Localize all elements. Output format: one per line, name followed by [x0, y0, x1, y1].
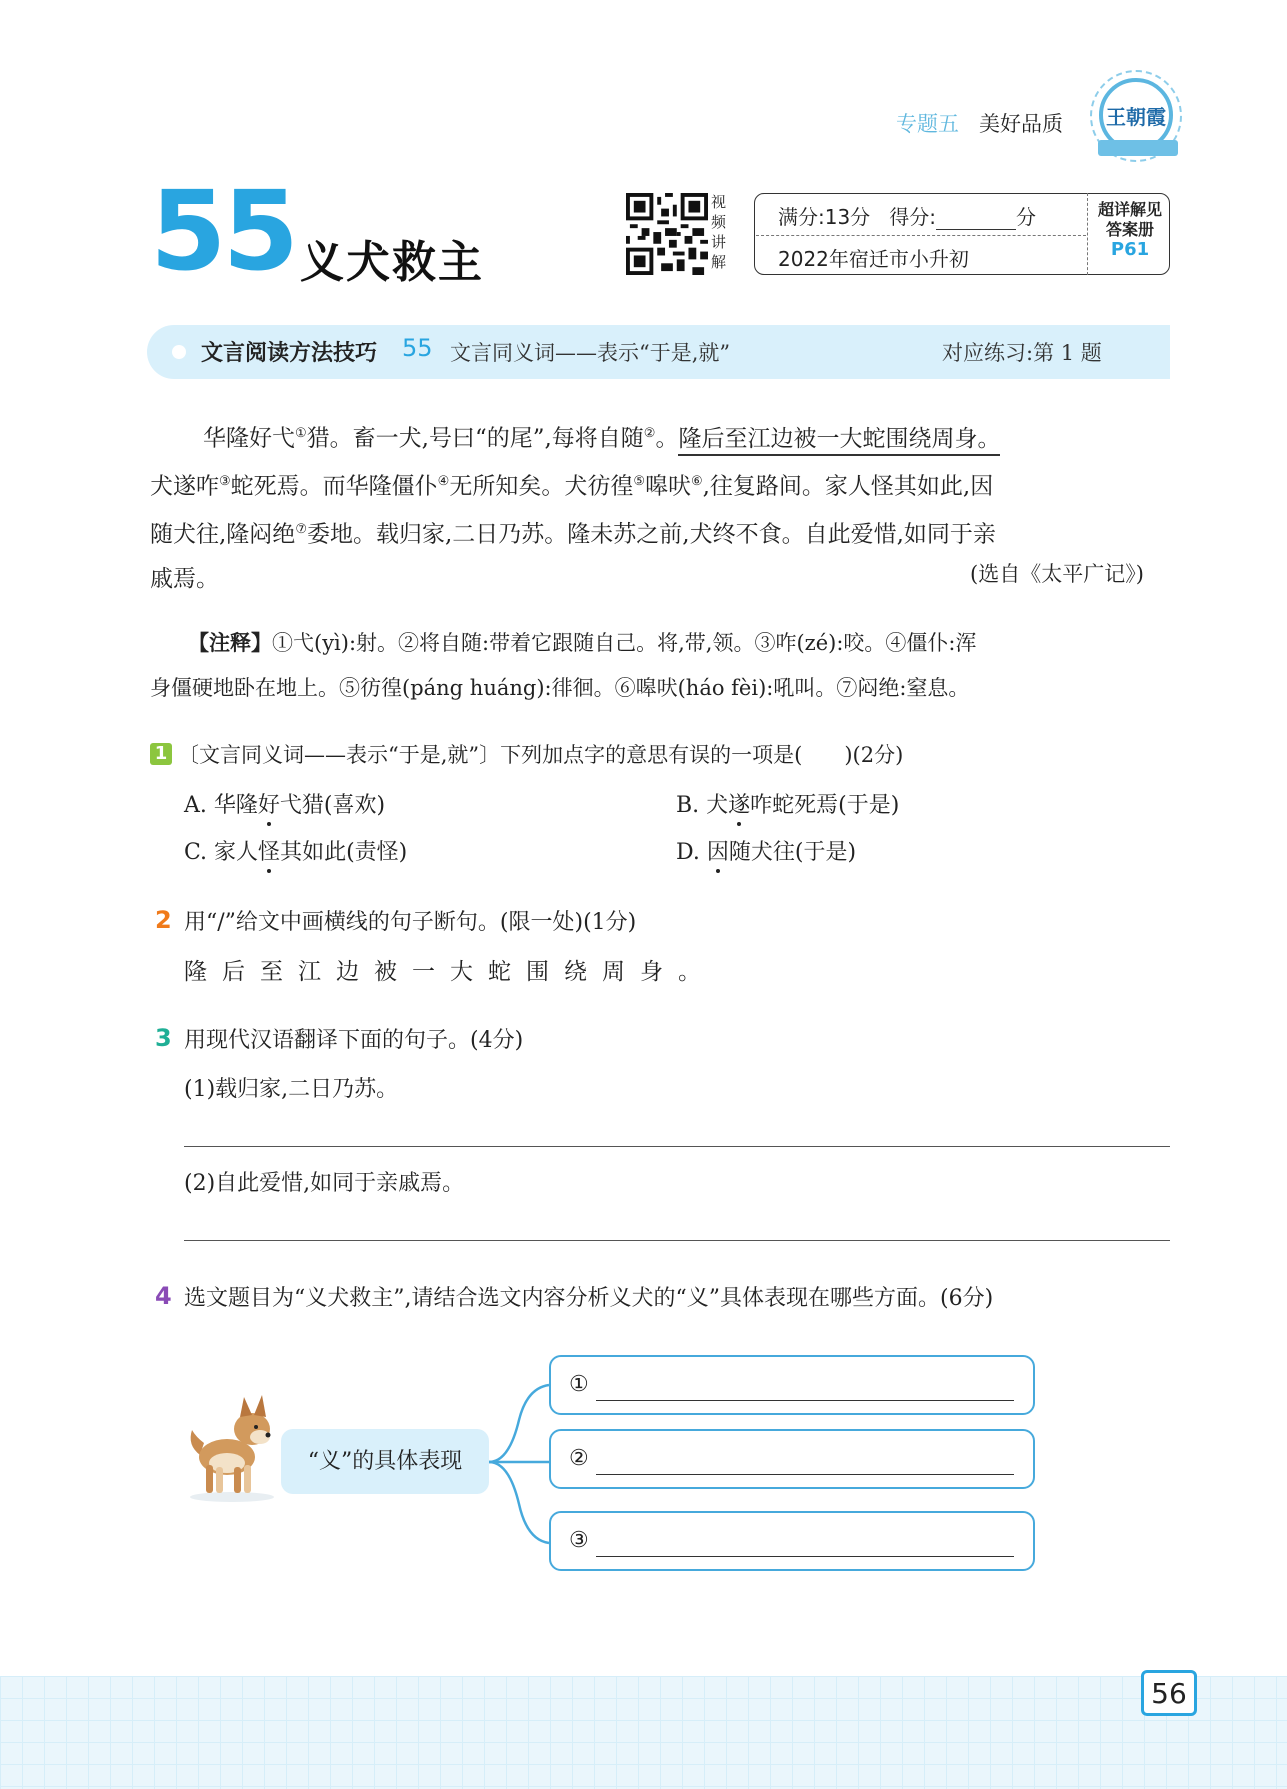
- notes-line-2: 身僵硬地卧在地上。⑤彷徨(páng huáng):徘徊。⑥嗥吠(háo fèi):吼叫。⑦闷绝:窒息。: [150, 676, 970, 700]
- question-4-text: 选文题目为“义犬救主”,请结合选文内容分析义犬的“义”具体表现在哪些方面。(6分): [184, 1286, 994, 1311]
- banner-dot-icon: [172, 345, 186, 359]
- question-2-text: 用“/”给文中画横线的句子断句。(限一处)(1分): [184, 910, 637, 935]
- underlined-sentence: 隆后至江边被一大蛇围绕周身。: [678, 426, 1000, 456]
- answer-box-3-label: ③: [569, 1528, 589, 1553]
- answer-ref-line1: 超详解见: [1097, 200, 1162, 219]
- answer-box-2[interactable]: [549, 1429, 1035, 1489]
- notes-label: 【注释】: [188, 631, 272, 655]
- score-divider-vertical: [1087, 193, 1088, 275]
- q1-option-a[interactable]: A. 华隆好弋猎(喜欢): [184, 793, 386, 818]
- answer-box-2-label: ②: [569, 1446, 589, 1471]
- lesson-title: 义犬救主: [300, 237, 484, 288]
- lesson-number: 55: [150, 167, 296, 295]
- footer-grid: [0, 1676, 1287, 1789]
- answer-reference: [1090, 200, 1170, 260]
- seal-text: 王朝霞: [1106, 104, 1166, 129]
- answer-box-1[interactable]: [549, 1355, 1035, 1415]
- qr-label: 视频讲解: [711, 193, 727, 271]
- seal-ribbon: [1098, 140, 1178, 156]
- q1-option-c[interactable]: C. 家人怪其如此(责怪): [184, 840, 408, 865]
- question-3-number: 3: [155, 1024, 172, 1052]
- score-blank[interactable]: [936, 211, 1016, 230]
- question-3-sentence-1: (1)载归家,二日乃苏。: [184, 1077, 399, 1102]
- answer-page: P61: [1110, 239, 1150, 260]
- score-divider: [756, 235, 1086, 236]
- page-number: 56: [1141, 1670, 1197, 1716]
- answer-line-2[interactable]: [184, 1240, 1170, 1241]
- header-topic: 专题五: [896, 112, 959, 136]
- got-score-label: 得分:: [889, 205, 937, 229]
- passage-line-4: 戚焉。: [150, 566, 219, 592]
- passage-line-1: 华隆好弋①猎。畜一犬,号曰“的尾”,每将自随②。隆后至江边被一大蛇围绕周身。: [203, 410, 1000, 463]
- answer-box-1-label: ①: [569, 1372, 589, 1397]
- exam-source: 2022年宿迁市小升初: [778, 247, 969, 271]
- score-line: [778, 201, 1036, 230]
- answer-box-2-line[interactable]: [596, 1474, 1014, 1475]
- answer-ref-line2: 答案册: [1105, 220, 1154, 239]
- got-score-unit: 分: [1016, 205, 1037, 229]
- passage-line-2: 犬遂咋③蛇死焉。而华隆僵仆④无所知矣。犬彷徨⑤嗥吠⑥,往复路间。家人怪其如此,因: [150, 473, 994, 500]
- question-3-text: 用现代汉语翻译下面的句子。(4分): [184, 1028, 524, 1053]
- qr-code-icon[interactable]: [626, 193, 708, 275]
- q1-option-b[interactable]: B. 犬遂咋蛇死焉(于是): [676, 793, 900, 818]
- passage-line-3: 随犬往,隆闷绝⑦委地。载归家,二日乃苏。隆未苏之前,犬终不食。自此爱惜,如同于亲: [150, 521, 996, 548]
- question-1-text: 〔文言同义词——表示“于是,就”〕下列加点字的意思有误的一项是( )(2分): [178, 743, 904, 767]
- banner-subtitle: 文言同义词——表示“于是,就”: [450, 341, 731, 365]
- question-3-sentence-2: (2)自此爱惜,如同于亲戚焉。: [184, 1171, 465, 1196]
- banner-title: 文言阅读方法技巧: [201, 341, 378, 366]
- notes-line-1: 【注释】①弋(yì):射。②将自随:带着它跟随自己。将,带,领。③咋(zé):咬。④僵仆:浑: [188, 631, 977, 655]
- full-score: 满分:13分: [778, 205, 871, 229]
- answer-box-3-line[interactable]: [596, 1556, 1014, 1557]
- question-2-sentence[interactable]: 隆后至江边被一大蛇围绕周身。: [184, 959, 716, 985]
- mindmap-center: “义”的具体表现: [281, 1429, 489, 1494]
- answer-line-1[interactable]: [184, 1146, 1170, 1147]
- header-title: 美好品质: [979, 112, 1063, 136]
- connector-lines: [489, 1380, 551, 1600]
- banner-exercise-ref: 对应练习:第 1 题: [942, 341, 1102, 365]
- dog-illustration: [182, 1385, 282, 1505]
- question-4-number: 4: [155, 1282, 172, 1310]
- question-2-number: 2: [155, 906, 172, 934]
- answer-box-1-line[interactable]: [596, 1400, 1014, 1401]
- answer-box-3[interactable]: [549, 1511, 1035, 1571]
- passage-source: (选自《太平广记》): [970, 562, 1144, 586]
- q1-option-d[interactable]: D. 因随犬往(于是): [676, 840, 857, 865]
- banner-number: 55: [402, 334, 433, 362]
- question-1-number: 1: [150, 743, 172, 765]
